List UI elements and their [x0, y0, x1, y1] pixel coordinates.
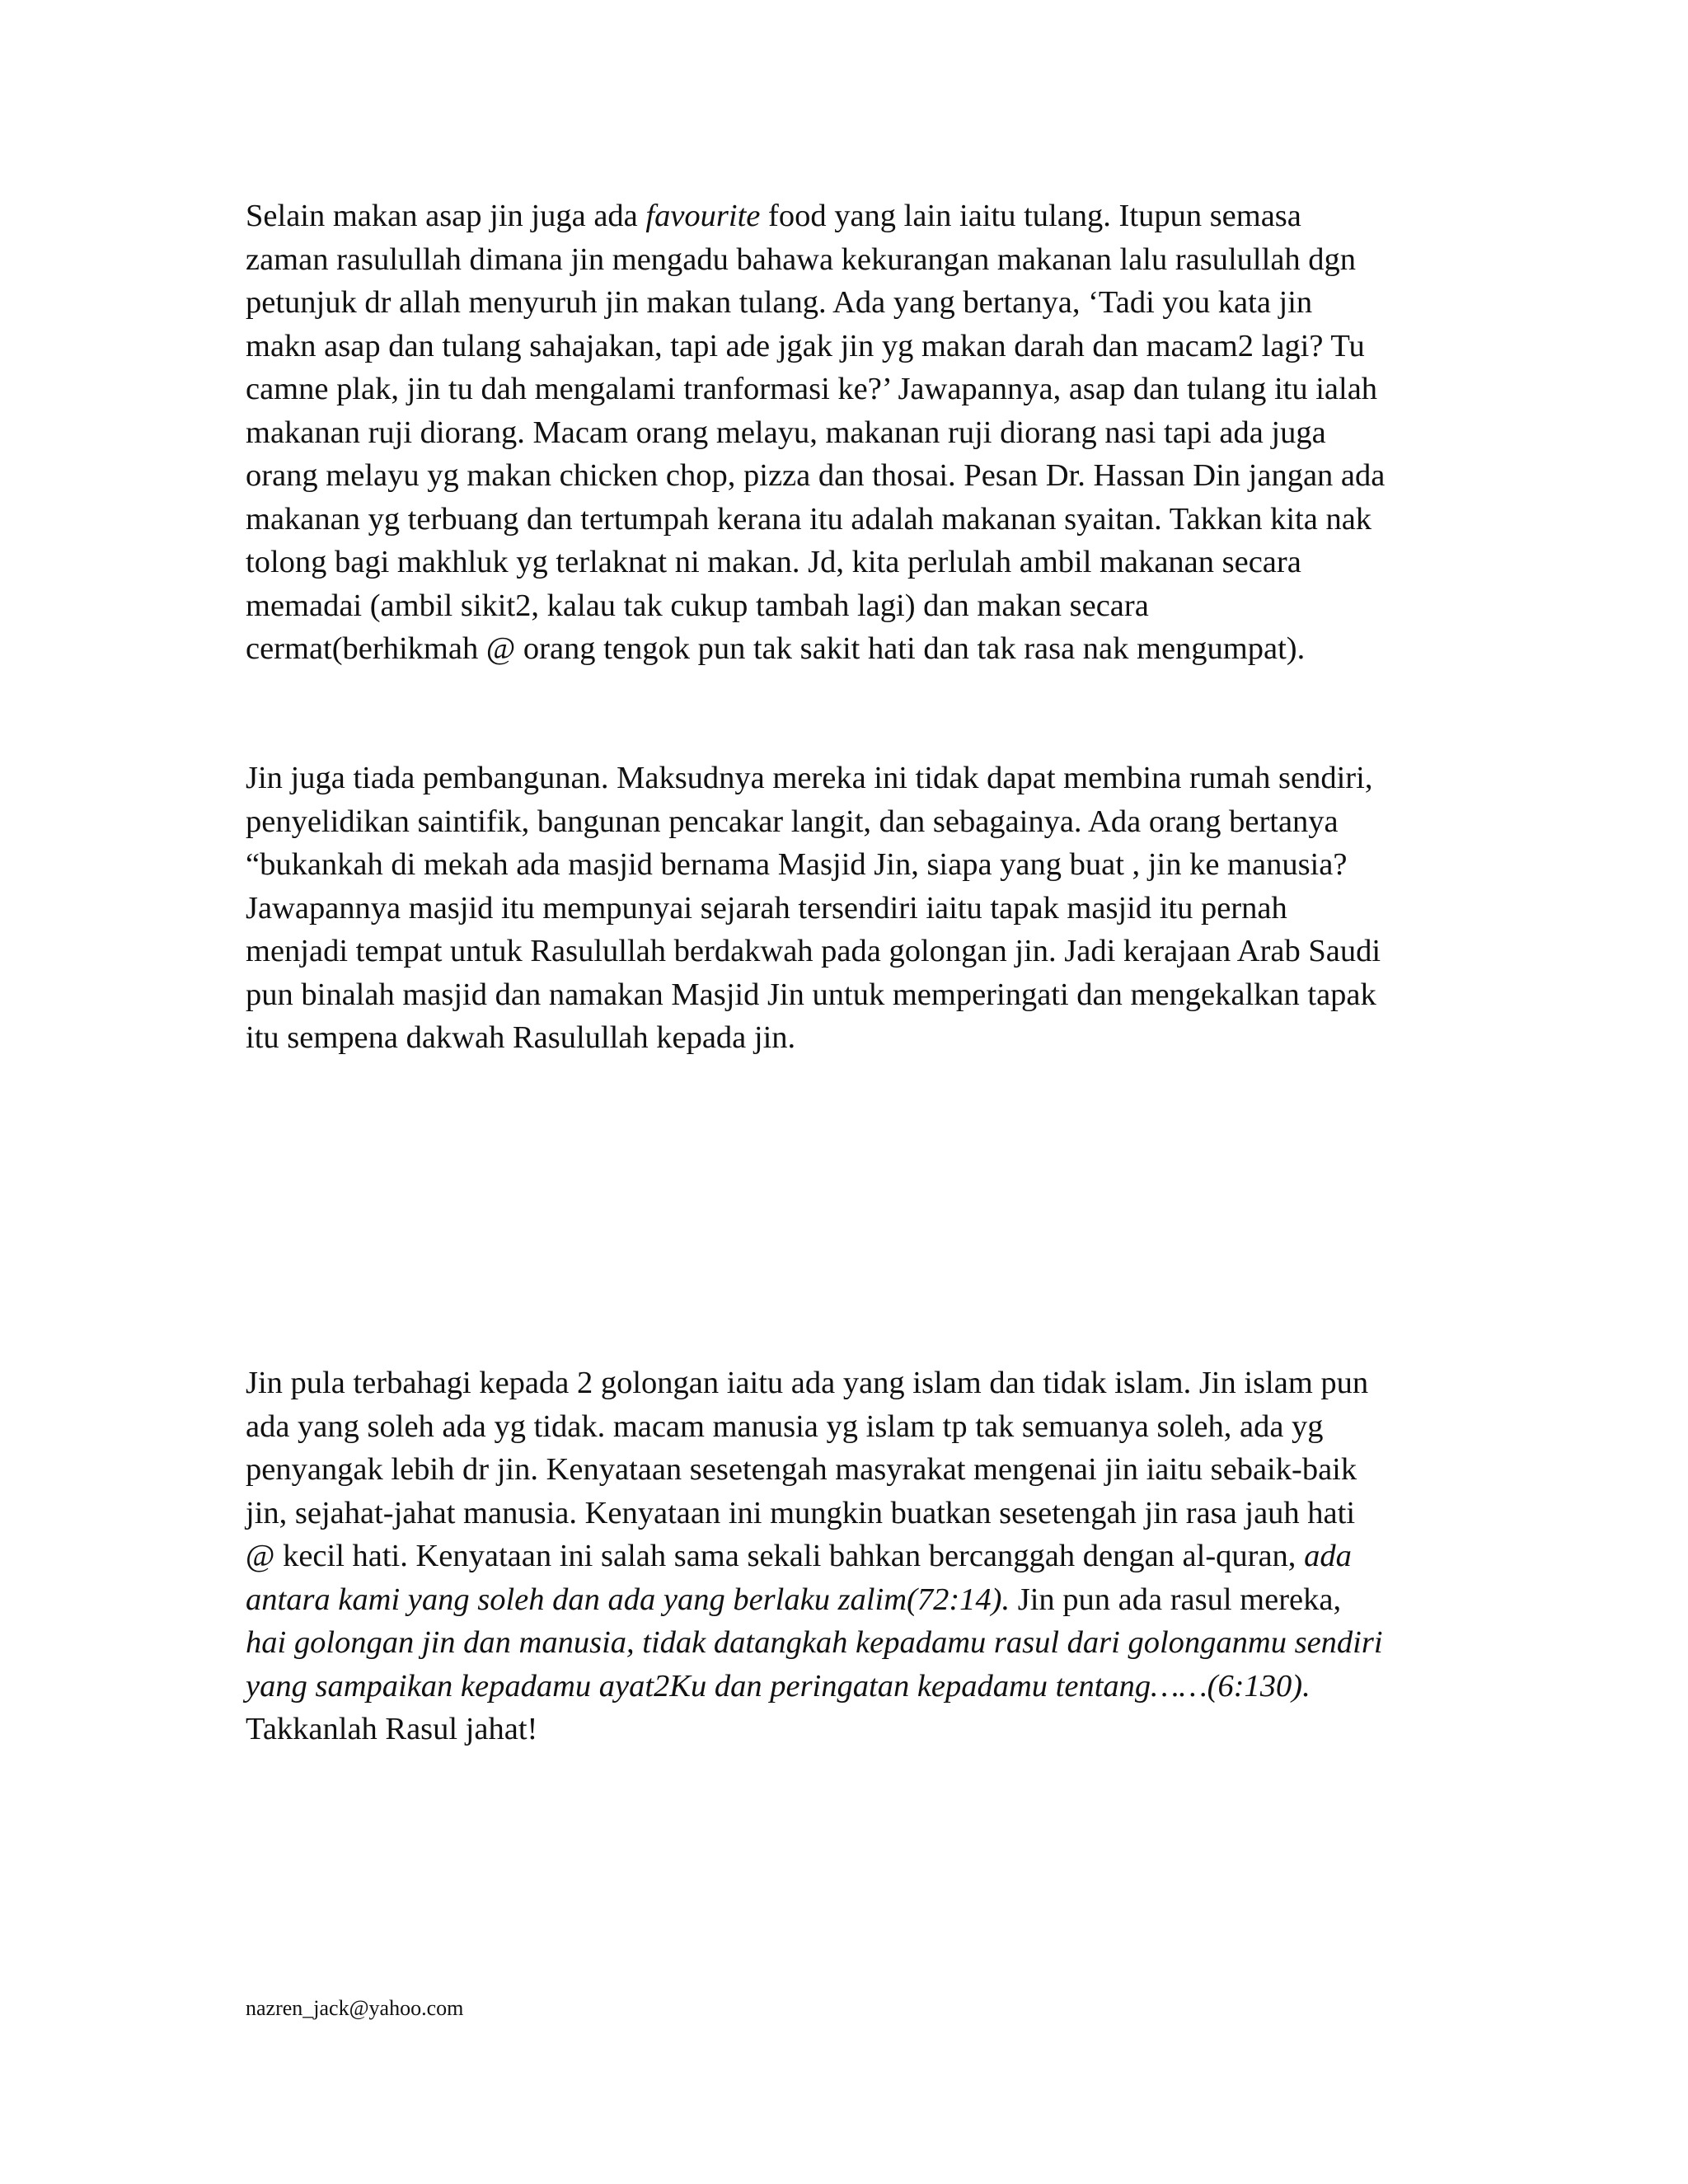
text-run: makanan yg terbuang dan tertumpah kerana itu adalah makanan syaitan. Takkan kita nak: [246, 501, 1372, 537]
text-run: Jin pun ada rasul mereka,: [1010, 1582, 1342, 1617]
text-line: [246, 584, 1432, 628]
text-line: [246, 973, 1432, 1017]
text-run: pun binalah masjid dan namakan Masjid Jin untuk memperingati dan mengekalkan tapak: [246, 977, 1376, 1012]
text-line: [246, 498, 1432, 541]
text-line: [246, 887, 1432, 930]
text-run: ada yang soleh ada yg tidak. macam manusia yg islam tp tak semuanya soleh, ada yg: [246, 1408, 1324, 1444]
text-line: [246, 800, 1432, 844]
text-run: jin, sejahat-jahat manusia. Kenyataan ini mungkin buatkan sesetengah jin rasa jauh hati: [246, 1495, 1356, 1530]
text-run: @ kecil hati. Kenyataan ini salah sama sekali bahkan bercanggah dengan al-quran,: [246, 1539, 1305, 1573]
text-line: [246, 627, 1432, 671]
text-line: [246, 843, 1432, 887]
text-line: [246, 454, 1432, 498]
italic-text-run: favourite: [645, 199, 761, 233]
paragraph-groups: [246, 1361, 1432, 1751]
italic-text-run: yang sampaikan kepadamu ayat2Ku dan peringatan kepadamu tentang……(6:130).: [246, 1668, 1311, 1704]
italic-text-run: antara kami yang soleh dan ada yang berlaku zalim(72:14).: [246, 1582, 1010, 1617]
text-line: [246, 930, 1432, 973]
text-line: [246, 1361, 1432, 1405]
text-run: Takkanlah Rasul jahat!: [246, 1712, 538, 1746]
text-run: tolong bagi makhluk yg terlaknat ni makan. Jd, kita perlulah ambil makanan secara: [246, 545, 1301, 579]
italic-text-run: ada: [1304, 1539, 1352, 1573]
text-line: [246, 1578, 1432, 1622]
text-run: food yang lain iaitu tulang. Itupun semasa: [760, 199, 1301, 233]
text-run: penyelidikan saintifik, bangunan pencakar langit, dan sebagainya. Ada orang bertanya: [246, 804, 1339, 839]
text-line: [246, 194, 1432, 238]
footer-email: nazren_jack@yahoo.com: [246, 1996, 464, 2020]
text-line: [246, 1621, 1432, 1665]
text-line: [246, 541, 1432, 584]
text-run: makanan ruji diorang. Macam orang melayu, makanan ruji diorang nasi tapi ada juga: [246, 415, 1326, 450]
text-line: [246, 281, 1432, 325]
text-line: [246, 411, 1432, 455]
text-run: “bukankah di mekah ada masjid bernama Masjid Jin, siapa yang buat , jin ke manusia?: [246, 847, 1348, 882]
text-line: [246, 1492, 1432, 1535]
text-run: menjadi tempat untuk Rasulullah berdakwah pada golongan jin. Jadi kerajaan Arab Saudi: [246, 934, 1381, 968]
text-run: Jawapannya masjid itu mempunyai sejarah tersendiri iaitu tapak masjid itu pernah: [246, 890, 1287, 926]
text-run: Jin pula terbahagi kepada 2 golongan iaitu ada yang islam dan tidak islam. Jin islam pun: [246, 1366, 1369, 1400]
text-run: orang melayu yg makan chicken chop, pizza dan thosai. Pesan Dr. Hassan Din jangan ada: [246, 458, 1386, 493]
text-line: [246, 1448, 1432, 1492]
paragraph-development: [246, 757, 1432, 1060]
text-run: Jin juga tiada pembangunan. Maksudnya mereka ini tidak dapat membina rumah sendiri,: [246, 761, 1373, 795]
text-run: makn asap dan tulang sahajakan, tapi ade jgak jin yg makan darah dan macam2 lagi? Tu: [246, 328, 1365, 363]
text-line: [246, 368, 1432, 411]
text-line: [246, 1708, 1432, 1751]
text-line: [246, 238, 1432, 282]
text-line: [246, 1535, 1432, 1578]
text-run: penyangak lebih dr jin. Kenyataan sesetengah masyrakat mengenai jin iaitu sebaik-baik: [246, 1452, 1357, 1487]
text-line: [246, 325, 1432, 368]
text-run: camne plak, jin tu dah mengalami tranformasi ke?’ Jawapannya, asap dan tulang itu ialah: [246, 372, 1378, 406]
text-line: [246, 1665, 1432, 1708]
text-run: zaman rasulullah dimana jin mengadu bahawa kekurangan makanan lalu rasulullah dgn: [246, 241, 1357, 277]
text-run: memadai (ambil sikit2, kalau tak cukup tambah lagi) dan makan secara: [246, 588, 1149, 623]
paragraph-food: [246, 194, 1432, 671]
text-run: itu sempena dakwah Rasulullah kepada jin.: [246, 1020, 796, 1055]
text-run: Selain makan asap jin juga ada: [246, 199, 646, 233]
text-line: [246, 1405, 1432, 1449]
italic-text-run: hai golongan jin dan manusia, tidak datangkah kepadamu rasul dari golonganmu sendiri: [246, 1625, 1383, 1660]
text-line: [246, 757, 1432, 800]
text-run: petunjuk dr allah menyuruh jin makan tulang. Ada yang bertanya, ‘Tadi you kata jin: [246, 285, 1313, 320]
text-line: [246, 1016, 1432, 1060]
text-run: cermat(berhikmah @ orang tengok pun tak sakit hati dan tak rasa nak mengumpat).: [246, 631, 1306, 666]
